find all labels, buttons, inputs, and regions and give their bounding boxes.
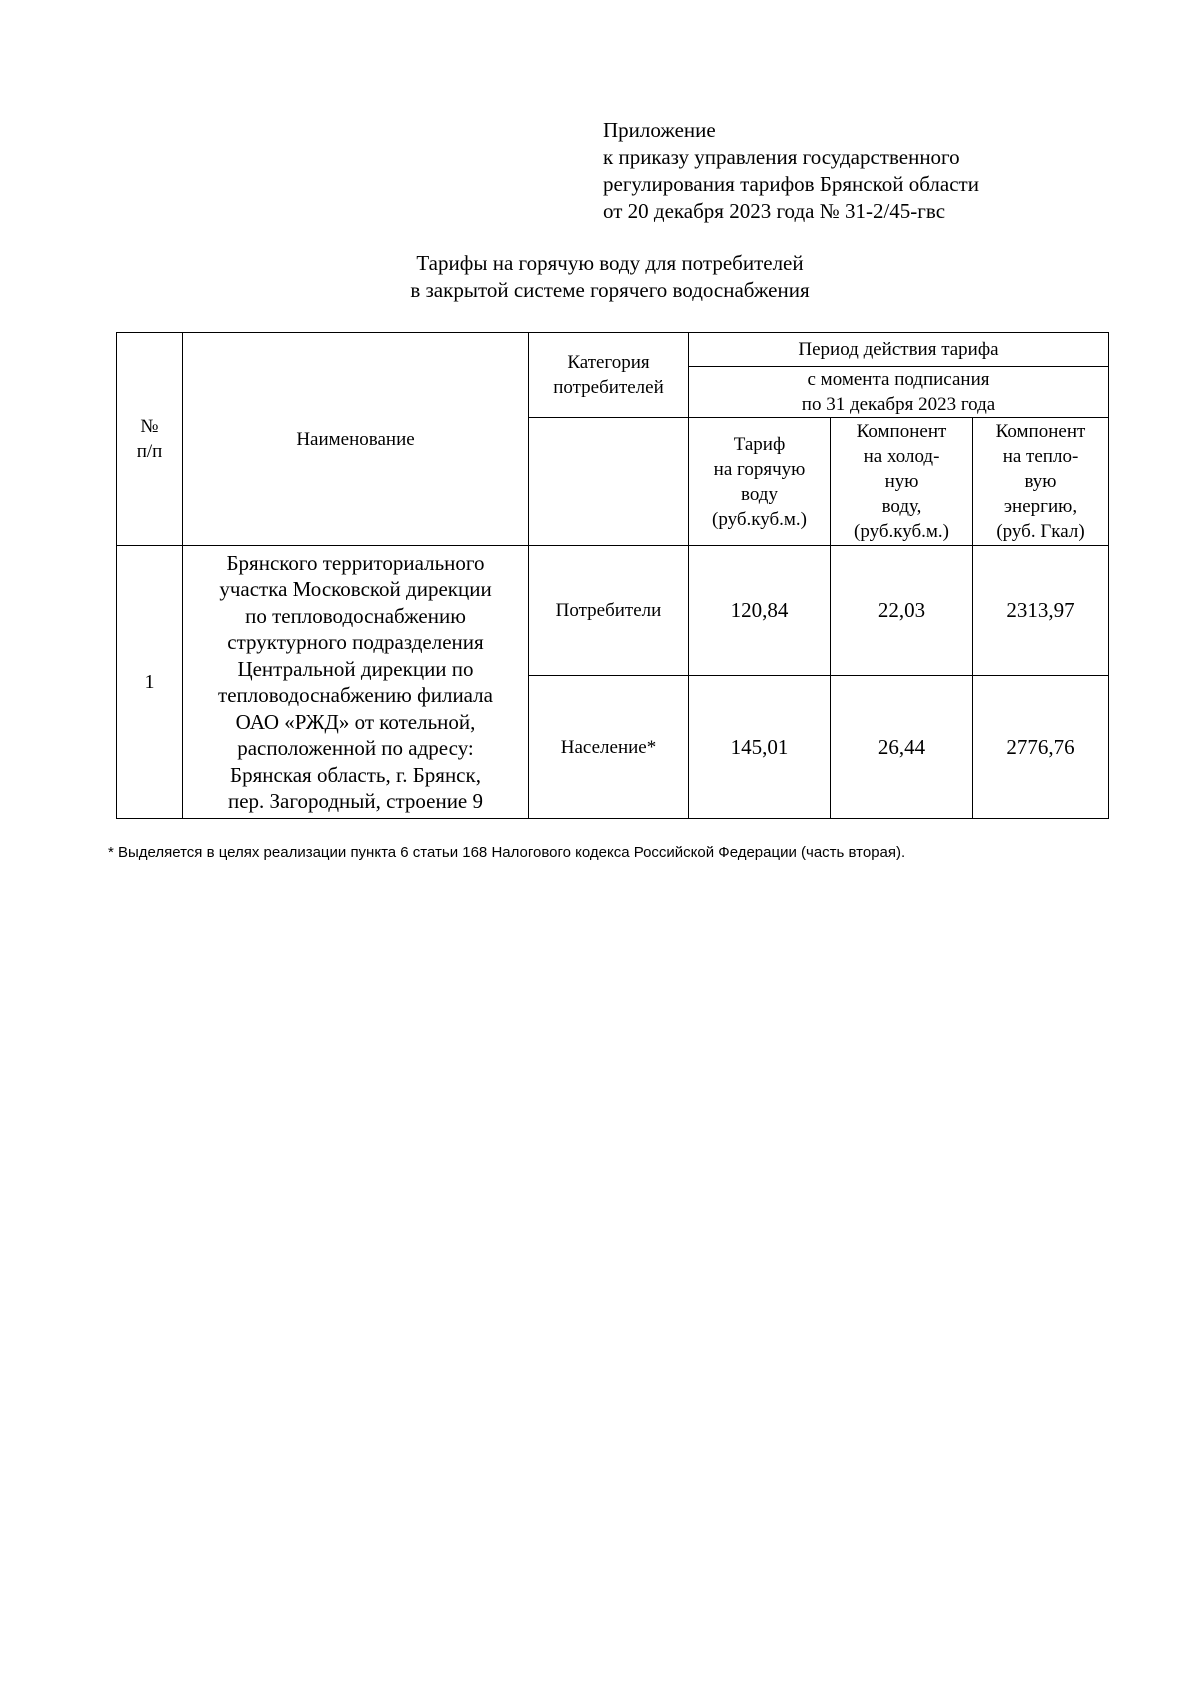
footnote: * Выделяется в целях реализации пункта 6 статьи 168 Налогового кодекса Российской Федерации (часть вторая). (108, 844, 906, 861)
header-heat-line: на тепло- (1002, 446, 1079, 467)
header-cold-line: на холод- (863, 446, 940, 467)
header-cold-line: ную (884, 471, 919, 492)
organization-name-line: пер. Загородный, строение 9 (227, 789, 484, 813)
header-subperiod-line: по 31 декабря 2023 года (801, 394, 996, 415)
header-tariff-line: на горячую (713, 458, 806, 480)
header-subperiod (689, 367, 1109, 418)
header-cold-component (831, 418, 973, 546)
category-consumers: Потребители (529, 546, 689, 676)
organization-name-line: тепловодоснабжению филиала (218, 683, 493, 707)
header-cold-line: Компонент (856, 421, 947, 442)
appendix-line: регулирования тарифов Брянской области (603, 172, 979, 196)
header-subperiod-line: с момента подписания (807, 369, 990, 390)
header-category (529, 333, 689, 418)
header-category-continued (529, 418, 689, 546)
organization-name-line: Брянская область, г. Брянск, (230, 762, 481, 787)
appendix-line: к приказу управления государственного (603, 145, 960, 169)
header-heat-line: (руб. Гкал) (996, 521, 1085, 542)
heat-energy-component-value: 2313,97 (973, 546, 1109, 676)
header-row (117, 333, 1109, 367)
category-population: Население* (529, 676, 689, 819)
heat-energy-component-value: 2776,76 (973, 676, 1109, 819)
document-title (340, 250, 880, 304)
organization-name-line: ОАО «РЖД» от котельной, (235, 709, 476, 734)
header-heat-line: энергию, (1003, 496, 1078, 517)
tariff-value: 145,01 (689, 676, 831, 819)
organization-name-line: Центральной дирекции по (237, 656, 474, 681)
header-num-line: № (140, 416, 159, 437)
organization-name (183, 546, 529, 819)
header-tariff (689, 418, 831, 546)
header-category-line: Категория (567, 352, 650, 373)
tariff-value: 120,84 (689, 546, 831, 676)
header-heat-line: Компонент (995, 421, 1086, 442)
organization-name-line: структурного подразделения (227, 630, 484, 654)
header-period: Период действия тарифа (689, 333, 1109, 367)
header-heat-component (973, 418, 1109, 546)
title-line: Тарифы на горячую воду для потребителей (416, 251, 804, 275)
row-number: 1 (117, 546, 183, 819)
appendix-line: Приложение (603, 118, 716, 142)
appendix-block (603, 117, 979, 225)
organization-name-line: по тепловодоснабжению (245, 603, 466, 628)
tariffs-table (116, 332, 1109, 819)
header-cold-line: воду, (881, 496, 922, 517)
header-name: Наименование (183, 333, 529, 546)
header-tariff-line: воду (741, 483, 778, 505)
title-line: в закрытой системе горячего водоснабжения (410, 278, 810, 302)
table-row (117, 546, 1109, 676)
organization-name-line: участка Московской дирекции (219, 577, 492, 601)
organization-name-line: Брянского территориального (226, 550, 485, 575)
cold-water-component-value: 26,44 (831, 676, 973, 819)
header-category-line: потребителей (553, 377, 664, 398)
cold-water-component-value: 22,03 (831, 546, 973, 676)
header-tariff-line: Тариф (733, 433, 786, 455)
organization-name-line: расположенной по адресу: (237, 736, 474, 760)
header-heat-line: вую (1024, 471, 1057, 492)
header-num (117, 333, 183, 546)
header-num-line: п/п (136, 441, 163, 462)
appendix-line: от 20 декабря 2023 года № 31-2/45-гвс (603, 199, 946, 223)
header-cold-line: (руб.куб.м.) (854, 521, 949, 542)
header-tariff-line: (руб.куб.м.) (712, 508, 807, 530)
